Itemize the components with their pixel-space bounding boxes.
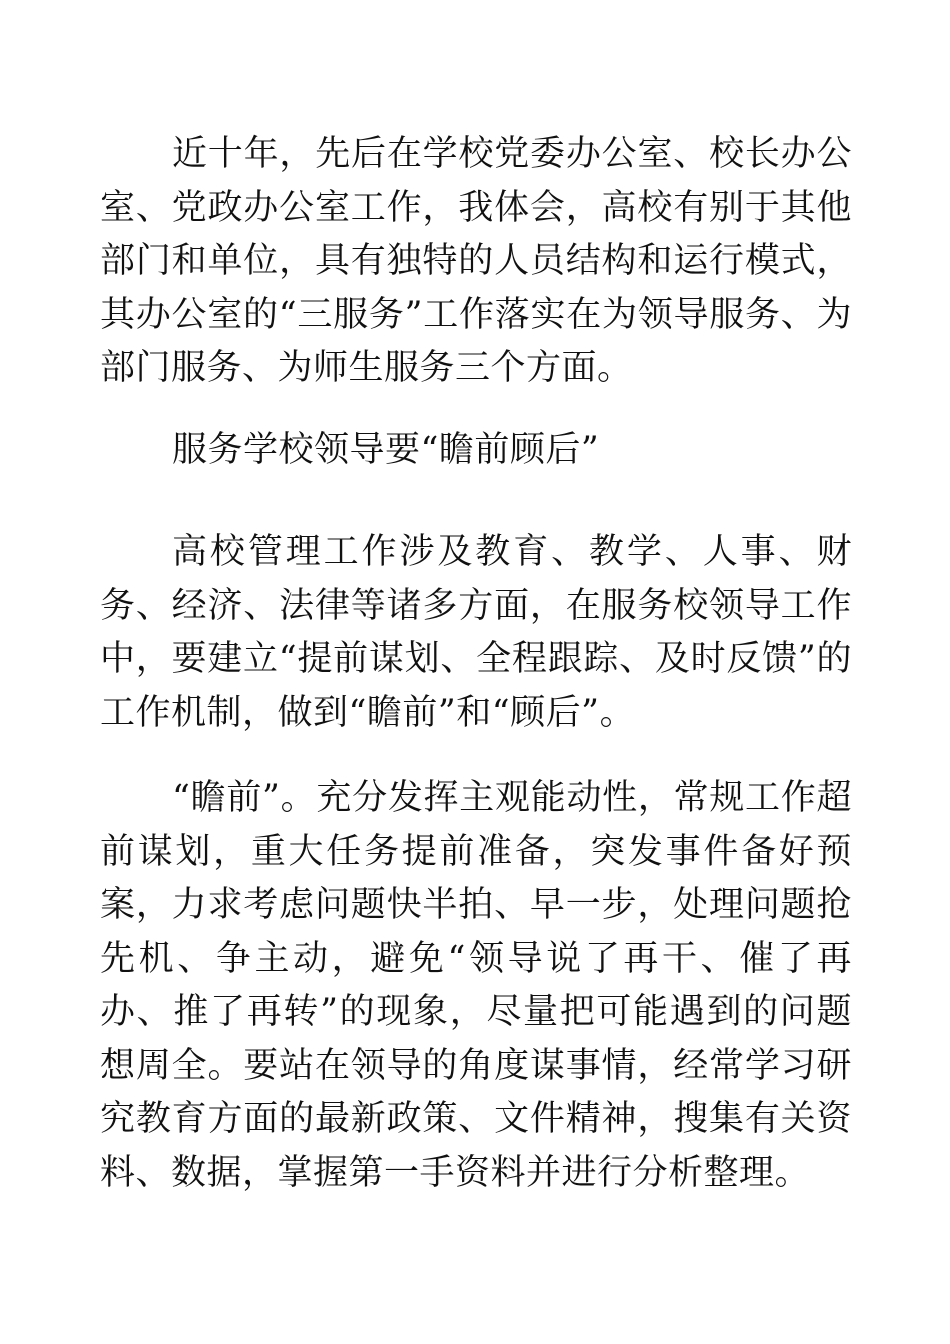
intro-paragraph: 近十年，先后在学校党委办公室、校长办公室、党政办公室工作，我体会，高校有别于其他部门和单位，具有独特的人员结构和运行模式，其办公室的“三服务”工作落实在为领导服务、为部门服务、为师生服务三个方面。	[100, 134, 852, 388]
section-paragraph: 高校管理工作涉及教育、教学、人事、财务、经济、法律等诸多方面，在服务校领导工作中，要建立“提前谋划、全程跟踪、及时反馈”的工作机制，做到“瞻前”和“顾后”。	[100, 532, 852, 733]
zhanqian-paragraph: “瞻前”。充分发挥主观能动性，常规工作超前谋划，重大任务提前准备，突发事件备好预案，力求考虑问题快半拍、早一步，处理问题抢先机、争主动，避免“领导说了再干、催了再办、推了再转”的现象，尽量把可能遇到的问题想周全。要站在领导的角度谋事情，经常学习研究教育方面的最新政策、文件精神，搜集有关资料、数据，掌握第一手资料并进行分析整理。	[100, 778, 852, 1193]
section-heading: 服务学校领导要“瞻前顾后”	[172, 430, 600, 470]
